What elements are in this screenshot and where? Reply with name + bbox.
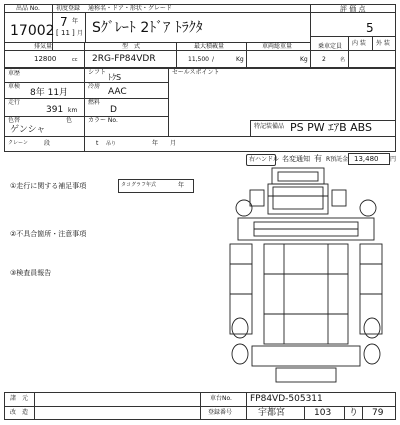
- lot-number: 17002: [10, 23, 55, 39]
- ac-value: AAC: [108, 87, 127, 97]
- crane-hang: 吊り: [106, 141, 117, 147]
- first-registration-label: 初度登録: [56, 5, 81, 12]
- plate-region: 宇都宮: [258, 408, 286, 418]
- cab-roof: [272, 168, 324, 184]
- month-unit: 月: [77, 30, 84, 37]
- shift-label: シフト: [88, 69, 107, 76]
- rear-bumper: [276, 368, 336, 382]
- year-unit: 年: [72, 18, 79, 25]
- history-label: 車歴: [8, 70, 21, 77]
- color-code-label: カラー No.: [88, 117, 118, 124]
- wheel-front-left: [236, 200, 252, 216]
- crane-label: クレーン: [8, 140, 28, 146]
- chassis-number: FP84VD-505311: [250, 394, 323, 404]
- tachograph-year: 年: [178, 182, 185, 189]
- max-load-unit: Kg: [236, 56, 244, 63]
- inspector-heading: ③検査員報告: [10, 269, 52, 277]
- center-frame: [264, 244, 348, 344]
- vehicle-title: Sｸﾞﾚｰﾄ 2ﾄﾞｱ ﾄﾗｸﾀ: [92, 20, 203, 36]
- score-value: 5: [366, 21, 374, 35]
- inspection-label: 車検: [8, 83, 21, 90]
- title-label: 通称名・ドア・形状・グレード: [88, 5, 172, 12]
- recycle-label: R預託金: [326, 156, 349, 163]
- wheel-front-right: [360, 200, 376, 216]
- seats-label: 乗車定員: [318, 43, 343, 50]
- wheel-rear-left-2: [232, 344, 248, 364]
- crane-stages: 段: [44, 140, 51, 147]
- cab-body: [268, 184, 328, 214]
- gross-weight-label: 車両総重量: [262, 43, 293, 50]
- plate-class: 103: [314, 408, 332, 418]
- max-load-value: 11,500: [188, 56, 209, 63]
- recycle-value: 13,480: [354, 155, 379, 163]
- displacement-value: 12800: [34, 55, 57, 63]
- truck-diagram: [224, 164, 388, 388]
- displacement-unit: cc: [72, 57, 78, 63]
- supplementary-heading: ①走行に関する補足事項: [10, 182, 87, 190]
- equipment-label: 特記装備品: [254, 123, 285, 130]
- registration-month: 11: [61, 29, 70, 37]
- right-side-panel: [360, 244, 382, 334]
- model-value: 2RG-FP84VDR: [92, 54, 156, 64]
- gross-weight-unit: Kg: [300, 56, 308, 63]
- color-value: ゲンシャ: [10, 125, 46, 135]
- wheel-rear-left-1: [232, 318, 248, 338]
- fuel-value: D: [110, 105, 117, 115]
- score-label: 評 価 点: [340, 5, 366, 13]
- displacement-label: 排気量: [34, 43, 53, 50]
- registration-year: 7: [60, 15, 68, 29]
- seats-value: 2: [322, 56, 326, 63]
- wheel-rear-right-1: [364, 318, 380, 338]
- recycle-unit: 円: [390, 156, 397, 163]
- mileage-label: 走行: [8, 99, 21, 106]
- sales-point-label: セールスポイント: [172, 69, 220, 76]
- crane-date: 年 月: [152, 140, 177, 147]
- plate-kana: り: [349, 408, 359, 418]
- inside-label: 内 装: [352, 40, 366, 47]
- transfer-value: 有: [314, 154, 322, 163]
- model-label: 型 式: [122, 43, 141, 50]
- changes-label: 改 造: [10, 409, 29, 416]
- lot-label: 出品 No.: [16, 5, 40, 12]
- wheel-rear-right-2: [364, 344, 380, 364]
- crane-tons: t: [96, 140, 99, 147]
- ac-label: 冷房: [88, 83, 101, 90]
- remarks-label: 諸 元: [10, 395, 29, 402]
- mileage-value: 391: [46, 105, 64, 115]
- transfer-label: 名変通知: [282, 155, 310, 163]
- defects-heading: ②不具合箇所・注意事項: [10, 230, 87, 238]
- fuel-label: 燃料: [88, 99, 101, 106]
- tachograph-label: タコグラフ年式: [121, 182, 157, 188]
- outside-label: 外 装: [376, 40, 390, 47]
- shift-value: ﾄｸS: [108, 73, 122, 82]
- handle-label: 右ハンドル: [249, 156, 280, 163]
- plate-label: 登録番号: [208, 409, 233, 416]
- seats-unit: 名: [340, 57, 346, 63]
- chassis-label: 車台No.: [210, 395, 232, 402]
- left-side-panel: [230, 244, 252, 334]
- inspection-value: 8年 11月: [30, 88, 69, 98]
- plate-number: 79: [372, 408, 384, 418]
- color-change-label: 色替: [8, 117, 21, 124]
- equipment-value: PS PW ｴｱB ABS: [290, 121, 373, 134]
- max-load-label: 最大積載量: [194, 43, 225, 50]
- mileage-unit: km: [68, 107, 78, 114]
- rear-frame: [252, 346, 360, 366]
